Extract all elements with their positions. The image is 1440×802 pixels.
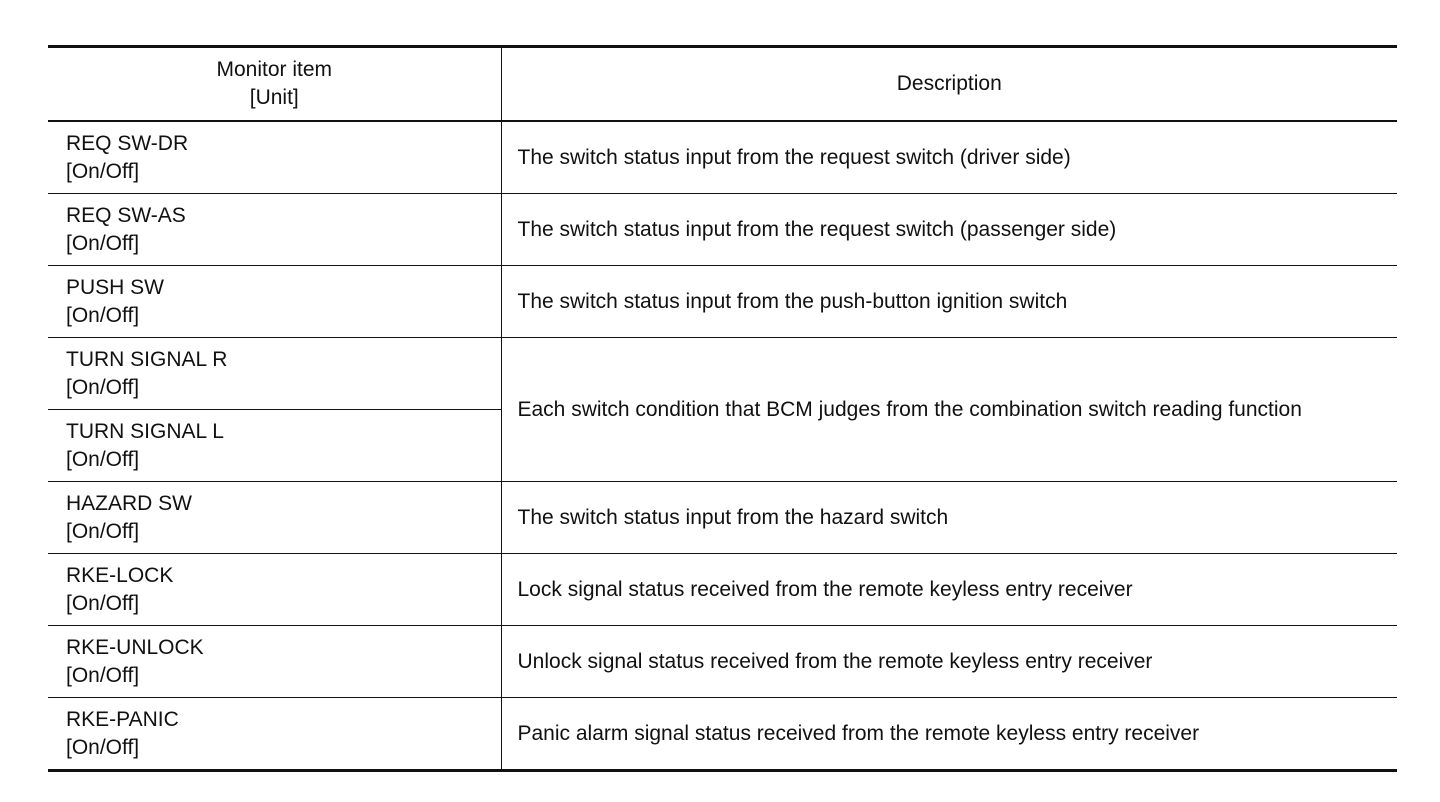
monitor-item-cell: [48, 266, 501, 338]
table-row: [48, 626, 1397, 698]
table-row: [48, 554, 1397, 626]
monitor-item-unit: [On/Off]: [66, 375, 140, 399]
monitor-item-unit: [On/Off]: [66, 591, 140, 615]
monitor-item-name: TURN SIGNAL L: [66, 419, 224, 443]
monitor-item-cell: [48, 121, 501, 194]
monitor-item-name: RKE-UNLOCK: [66, 635, 204, 659]
table-header-row: [48, 47, 1397, 122]
description-cell: The switch status input from the request switch (passenger side): [501, 194, 1397, 266]
table-row: [48, 194, 1397, 266]
monitor-item-cell: [48, 554, 501, 626]
monitor-item-name: HAZARD SW: [66, 491, 192, 515]
table-row: [48, 266, 1397, 338]
monitor-item-unit: [On/Off]: [66, 735, 140, 759]
monitor-item-cell: [48, 410, 501, 482]
monitor-item-cell: [48, 338, 501, 410]
monitor-item-name: PUSH SW: [66, 275, 165, 299]
monitor-item-unit: [On/Off]: [66, 159, 140, 183]
monitor-item-name: RKE-LOCK: [66, 563, 174, 587]
monitor-item-unit: [On/Off]: [66, 519, 140, 543]
monitor-item-unit: [On/Off]: [66, 303, 140, 327]
monitor-item-unit: [On/Off]: [66, 663, 140, 687]
monitor-item-unit: [On/Off]: [66, 447, 140, 471]
description-cell: The switch status input from the hazard switch: [501, 482, 1397, 554]
description-cell: Panic alarm signal status received from the remote keyless entry receiver: [501, 698, 1397, 771]
monitor-item-cell: [48, 482, 501, 554]
description-cell: Lock signal status received from the remote keyless entry receiver: [501, 554, 1397, 626]
description-cell: The switch status input from the push-button ignition switch: [501, 266, 1397, 338]
table-row: [48, 482, 1397, 554]
description-cell: The switch status input from the request switch (driver side): [501, 121, 1397, 194]
monitor-item-cell: [48, 698, 501, 771]
monitor-item-table: [48, 45, 1397, 772]
header-monitor-item-label: Monitor item: [216, 58, 333, 81]
description-cell-merged: Each switch condition that BCM judges from the combination switch reading function: [501, 338, 1397, 482]
monitor-item-cell: [48, 194, 501, 266]
monitor-item-cell: [48, 626, 501, 698]
header-monitor-item: [48, 47, 501, 122]
description-cell: Unlock signal status received from the remote keyless entry receiver: [501, 626, 1397, 698]
monitor-item-name: TURN SIGNAL R: [66, 347, 228, 371]
monitor-item-table-container: [48, 45, 1397, 772]
header-unit-label: [Unit]: [249, 86, 299, 109]
table-row: [48, 338, 1397, 410]
table-row: [48, 698, 1397, 771]
header-description: Description: [501, 47, 1397, 122]
monitor-item-name: REQ SW-DR: [66, 131, 189, 155]
monitor-item-name: RKE-PANIC: [66, 707, 179, 731]
monitor-item-name: REQ SW-AS: [66, 203, 186, 227]
monitor-item-unit: [On/Off]: [66, 231, 140, 255]
table-row: [48, 121, 1397, 194]
